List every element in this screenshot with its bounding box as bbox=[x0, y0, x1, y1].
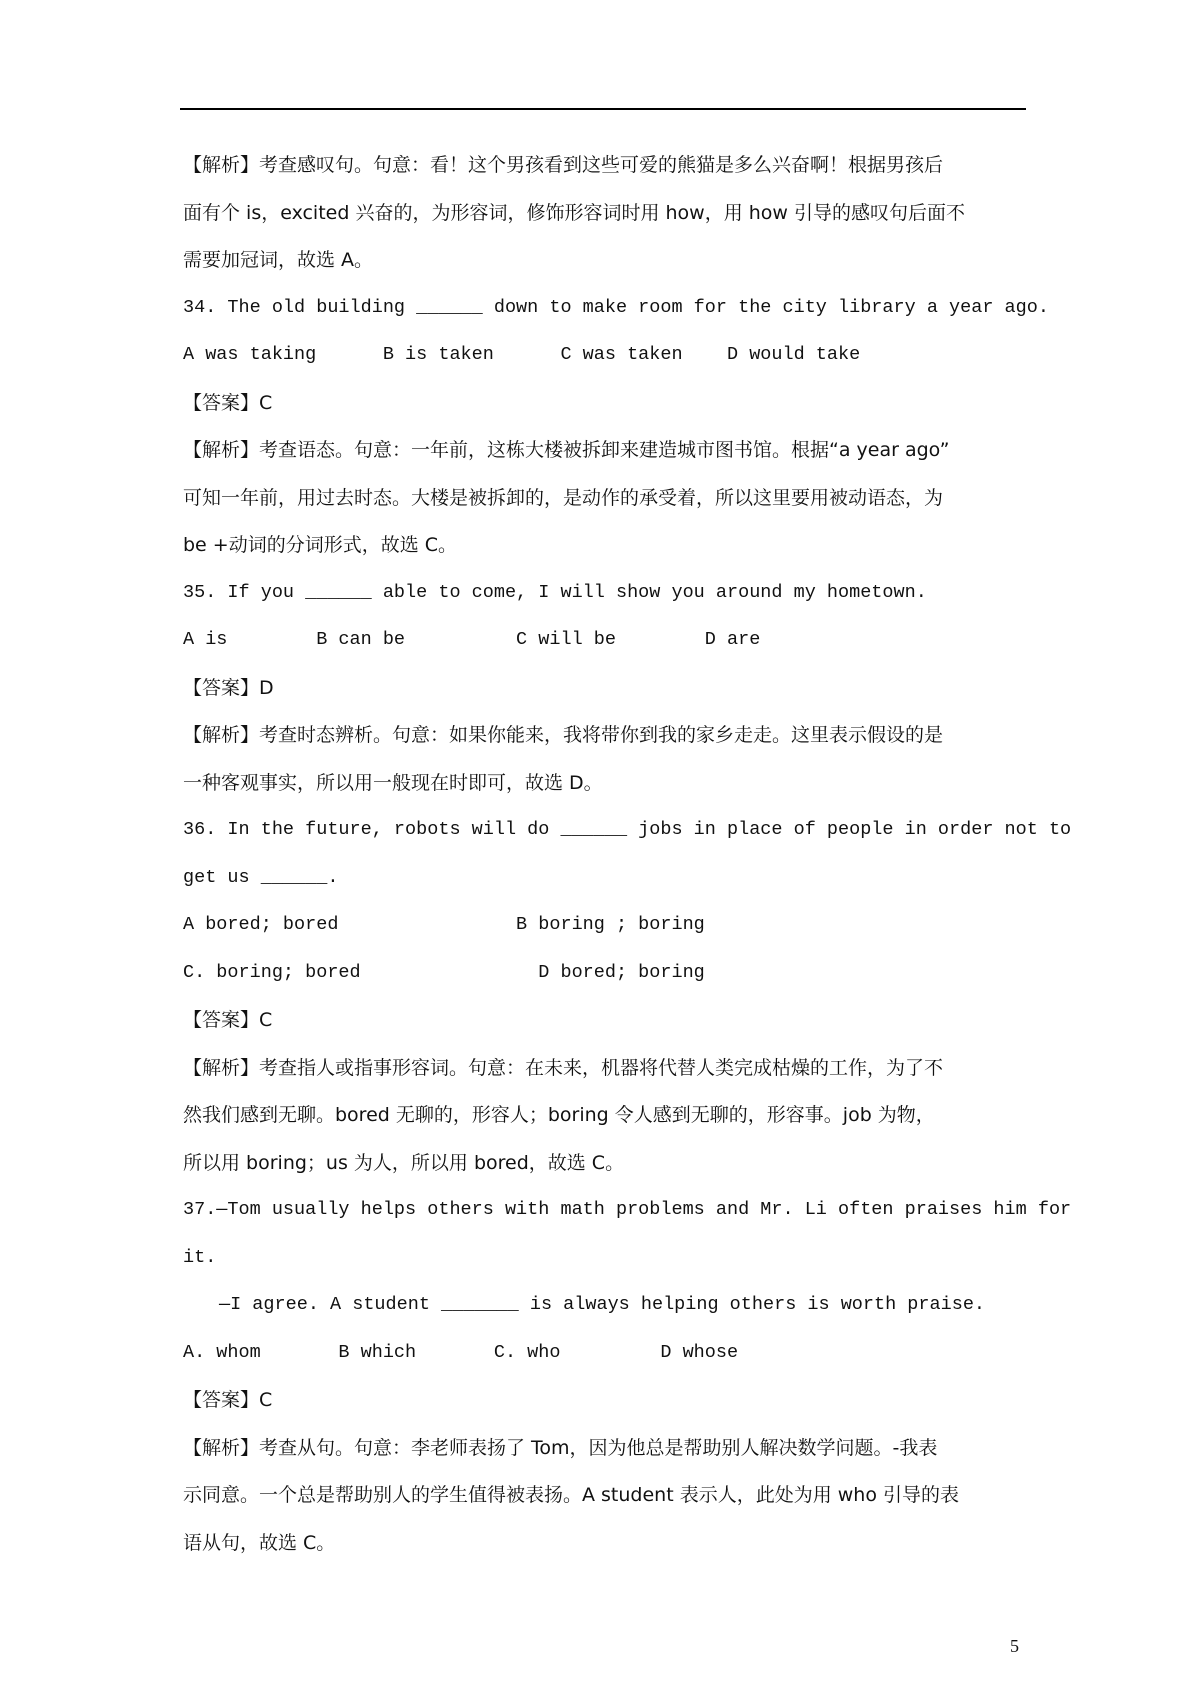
question-37-options: A. whom B which C. who D whose bbox=[183, 1341, 739, 1363]
analysis-36-line-2: 然我们感到无聊。bored 无聊的，形容人；boring 令人感到无聊的，形容事。job 为物， bbox=[183, 1104, 935, 1126]
answer-34: 【答案】C bbox=[183, 391, 273, 414]
question-36-options-2: C. boring; bored D bored; boring bbox=[183, 961, 705, 983]
question-36-line-1: 36. In the future, robots will do ______ jobs in place of people in order not to bbox=[183, 819, 1072, 840]
header-rule bbox=[180, 108, 1026, 110]
analysis-37-line-2: 示同意。一个总是帮助别人的学生值得被表扬。A student 表示人，此处为用 who 引导的表 bbox=[183, 1484, 959, 1506]
analysis-35-line-1: 【解析】考查时态辨析。句意：如果你能来，我将带你到我的家乡走走。这里表示假设的是 bbox=[183, 724, 944, 746]
question-35-options: A is B can be C will be D are bbox=[183, 629, 761, 650]
analysis-34-line-2: 可知一年前，用过去时态。大楼是被拆卸的，是动作的承受着，所以这里要用被动语态，为 bbox=[183, 486, 944, 509]
question-34-options: A was taking B is taken C was taken D would take bbox=[183, 344, 861, 365]
analysis-37-line-3: 语从句，故选 C。 bbox=[183, 1531, 336, 1554]
question-37-line-1: 37.—Tom usually helps others with math problems and Mr. Li often praises him for bbox=[183, 1199, 1072, 1220]
answer-35: 【答案】D bbox=[183, 676, 274, 699]
analysis-33-line-3: 需要加冠词，故选 A。 bbox=[183, 249, 374, 271]
question-37-line-2: it. bbox=[183, 1246, 217, 1268]
analysis-35-line-2: 一种客观事实，所以用一般现在时即可，故选 D。 bbox=[183, 771, 603, 794]
analysis-36-line-3: 所以用 boring；us 为人，所以用 bored，故选 C。 bbox=[183, 1151, 625, 1174]
answer-37: 【答案】C bbox=[183, 1389, 273, 1411]
page-number: 5 bbox=[1010, 1636, 1019, 1656]
analysis-37-line-1: 【解析】考查从句。句意：李老师表扬了 Tom，因为他总是帮助别人解决数学问题。-我表 bbox=[183, 1436, 938, 1459]
question-37-response: —I agree. A student _______ is always helping others is worth praise. bbox=[219, 1294, 986, 1315]
question-35: 35. If you ______ able to come, I will show you around my hometown. bbox=[183, 581, 927, 603]
question-36-line-2: get us ______. bbox=[183, 866, 339, 888]
analysis-36-line-1: 【解析】考查指人或指事形容词。句意：在未来，机器将代替人类完成枯燥的工作，为了不 bbox=[183, 1056, 944, 1079]
question-34: 34. The old building ______ down to make room for the city library a year ago. bbox=[183, 296, 1049, 318]
analysis-34-line-1: 【解析】考查语态。句意：一年前，这栋大楼被拆卸来建造城市图书馆。根据“a year ago” bbox=[183, 439, 950, 461]
analysis-33-line-2: 面有个 is，excited 兴奋的，为形容词，修饰形容词时用 how，用 how 引导的感叹句后面不 bbox=[183, 201, 965, 224]
analysis-34-line-3: be +动词的分词形式，故选 C。 bbox=[183, 534, 458, 556]
question-36-options-1: A bored; bored B boring ; boring bbox=[183, 914, 705, 935]
answer-36: 【答案】C bbox=[183, 1009, 273, 1031]
analysis-33-line-1: 【解析】考查感叹句。句意：看！这个男孩看到这些可爱的熊猫是多么兴奋啊！根据男孩后 bbox=[183, 154, 944, 176]
